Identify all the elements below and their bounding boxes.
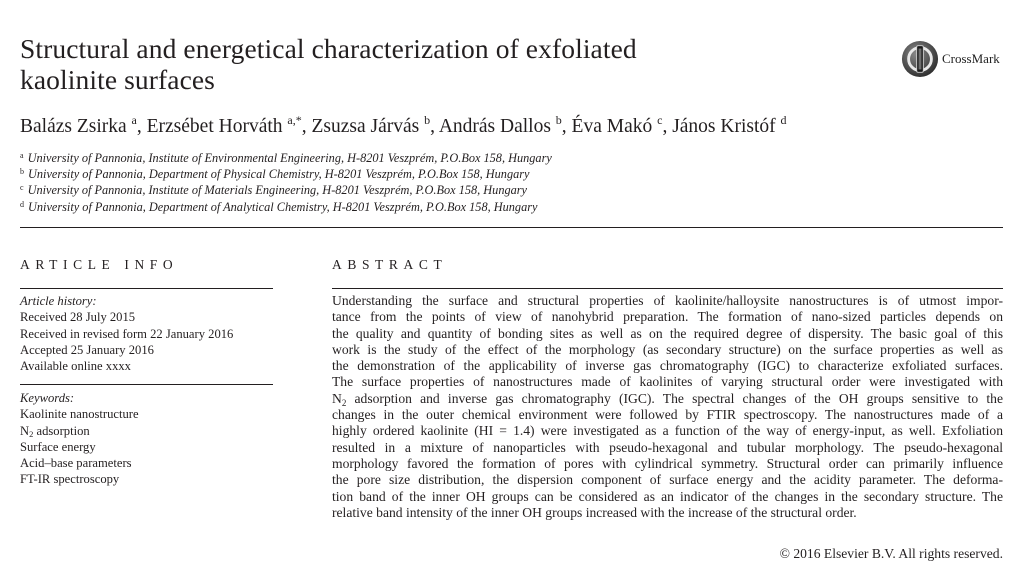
abstract-line: highly ordered kaolinite (HI = 1.4) were investigated as a function of the way of energy-input, as well. Exfoliation: [332, 423, 1003, 439]
title-line: kaolinite surfaces: [20, 64, 215, 95]
history-item: Received in revised form 22 January 2016: [20, 326, 234, 341]
author: Éva Makó $^c$,: [571, 113, 673, 137]
keyword: Kaolinite nanostructure: [20, 407, 139, 422]
article-history: [20, 293, 233, 374]
history-item: Accepted 25 January 2016: [20, 342, 154, 357]
keywords: [20, 390, 139, 488]
abstract-line: Understanding the surface and structural properties of kaolinite/halloysite nanostructures is of utmost impor-: [332, 293, 1003, 308]
abstract-divider: [332, 288, 1003, 289]
abstract-line: work is the study of the effect of the morphology (as secondary structure) on the surface properties as well as: [332, 341, 1003, 357]
header-divider: [20, 227, 1003, 228]
affiliation: $^b$ University of Pannonia, Department of Physical Chemistry, H-8201 Veszprém, P.O.Box 158, Hungary: [20, 167, 530, 182]
abstract-heading: ABSTRACT: [332, 257, 448, 272]
crossmark-label: CrossMark: [942, 51, 1000, 66]
history-label: Article history:: [20, 294, 97, 308]
abstract-line: morphology favored the formation of pores with cylindrical symmetry. Structural order can primarily influence: [332, 455, 1003, 471]
abstract-line: the demonstration of the applicability of inverse gas chromatography (IGC) to characterize exfoliated surfaces.: [332, 358, 1003, 374]
abstract-line: resulted in a mixture of nanoparticles with pseudo-hexagonal and tubular morphology. The pseudo-hexagonal: [332, 439, 1003, 455]
keyword: FT-IR spectroscopy: [20, 472, 120, 487]
article-info-divider: [20, 288, 273, 289]
crossmark-badge[interactable]: [901, 40, 1000, 78]
history-item: Received 28 July 2015: [20, 310, 136, 325]
copyright-notice: © 2016 Elsevier B.V. All rights reserved.: [779, 546, 1003, 561]
article-info-heading: ARTICLE INFO: [20, 257, 179, 272]
keyword: $N_2$ adsorption: [20, 423, 90, 439]
abstract-line: relative band intensity of the inner OH groups increased with the increase of the structural order.: [332, 504, 857, 520]
affiliation: $^c$ University of Pannonia, Institute of Materials Engineering, H-8201 Veszprém, P.O.Box 158, Hungary: [20, 183, 528, 198]
abstract-line: the quality and quantity of bonding sites as well as on the required degree of dispersity. The basic goal of this: [332, 325, 1003, 341]
abstract-line: changes in the outer chemical environment were followed by FTIR spectroscopy. The nanostructures made of a: [332, 407, 1003, 423]
title-line: Structural and energetical characterization of exfoliated: [20, 33, 637, 64]
abstract-line: the pore size distribution, the dispersion component of surface energy and the acidity parameter. The deforma-: [332, 472, 1003, 488]
history-item: Available online xxxx: [20, 359, 131, 374]
keyword: Acid–base parameters: [20, 456, 132, 471]
article-title: [20, 33, 780, 95]
author-list: [20, 115, 787, 139]
abstract-line: The surface properties of nanostructures made of kaolinites of varying structural order were investigated with: [332, 374, 1003, 390]
keyword: Surface energy: [20, 439, 96, 454]
author: János Kristóf $^d$: [672, 113, 787, 137]
abstract-body: [332, 293, 1003, 521]
author: Balázs Zsirka $^a$,: [20, 113, 147, 137]
abstract-line: tance from the points of view of nanohybrid preparation. The formation of nano-sized particles depends on: [332, 309, 1003, 325]
crossmark-icon: [901, 40, 939, 78]
affiliation: $^a$ University of Pannonia, Institute of Environmental Engineering, H-8201 Veszprém, P.O.Box 158, Hungary: [20, 151, 552, 165]
abstract-line: $N_2$ adsorption and inverse gas chromatography (IGC). The spectral changes of the OH groups sensitive to the: [332, 390, 1003, 408]
author: András Dallos $^b$,: [438, 113, 572, 137]
author: Erzsébet Horváth $^{a,*}$,: [146, 113, 312, 137]
affiliation-list: [20, 150, 552, 215]
keywords-divider: [20, 384, 273, 385]
affiliation: $^d$ University of Pannonia, Department of Analytical Chemistry, H-8201 Veszprém, P.O.Box 158, Hungary: [20, 199, 538, 214]
keywords-label: Keywords:: [20, 391, 75, 405]
abstract-line: tion band of the inner OH groups can be considered as an indicator of the changes in the secondary structure. The: [332, 488, 1003, 504]
author: Zsuzsa Járvás $^b$,: [311, 113, 439, 137]
